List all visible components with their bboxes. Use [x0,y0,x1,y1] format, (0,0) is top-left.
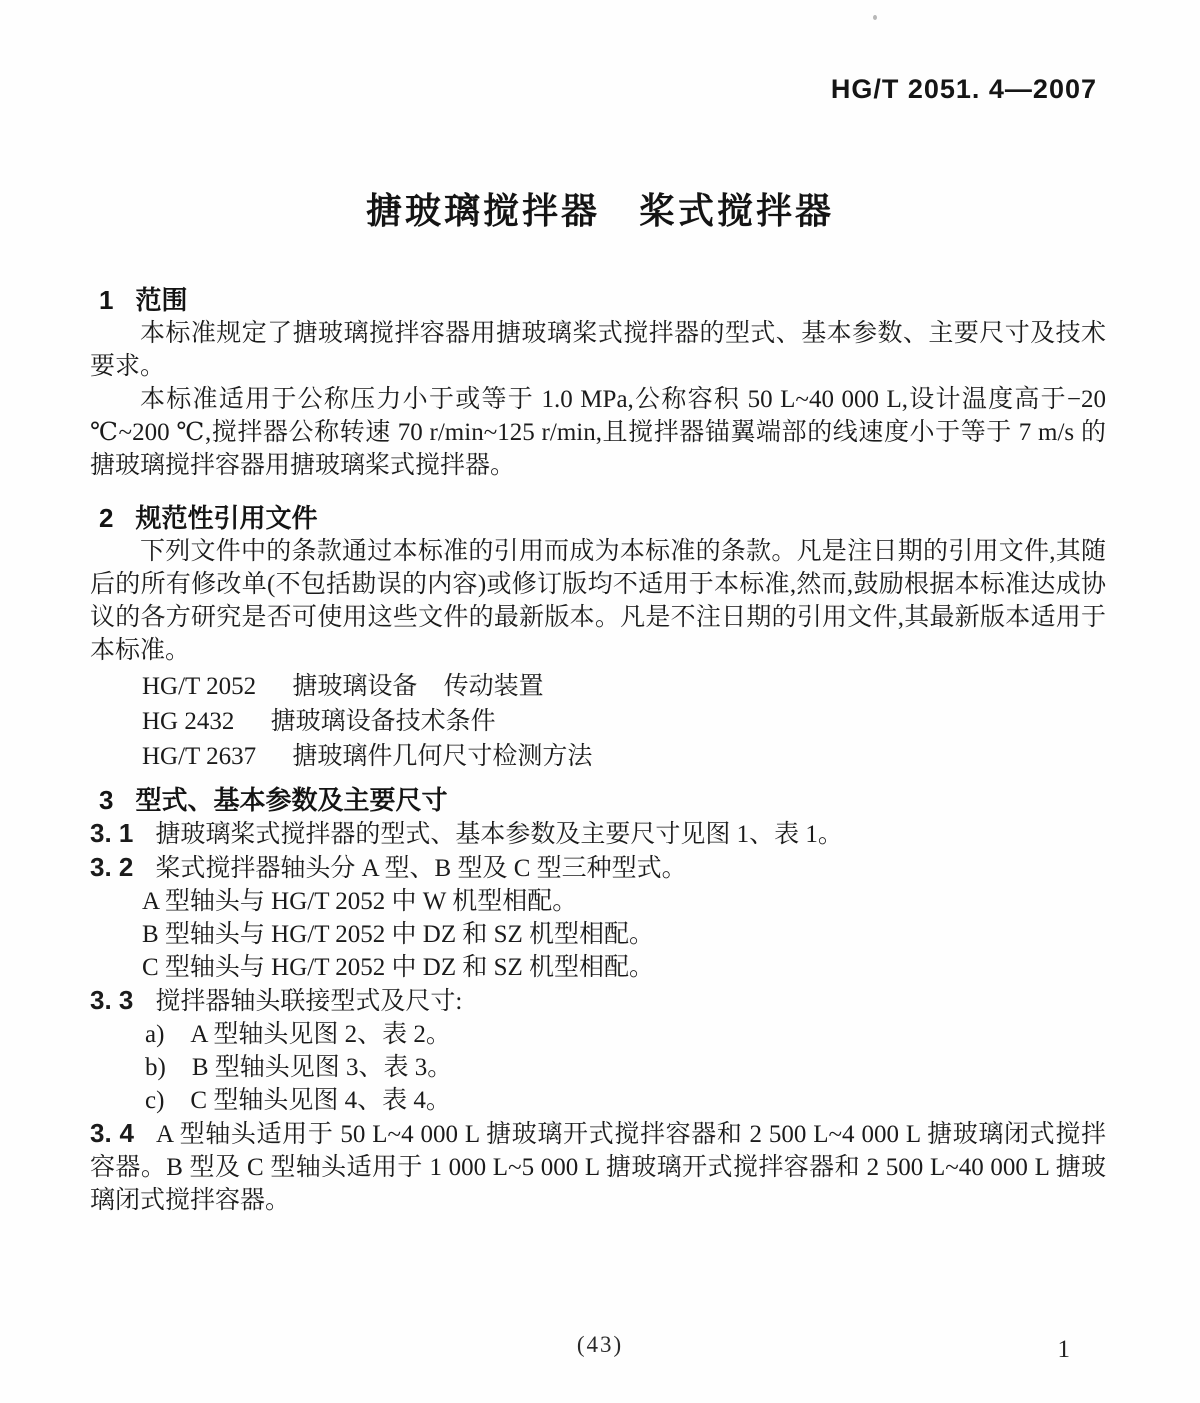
clause-3-2 [90,851,1106,885]
clause-3-1-text: 搪玻璃桨式搅拌器的型式、基本参数及主要尺寸见图 1、表 1。 [155,821,843,848]
clause-3-2-sub-a: A 型轴头与 HG/T 2052 中 W 机型相配。 [142,888,578,915]
section-3-title: 型式、基本参数及主要尺寸 [135,785,448,815]
clause-3-2-sub-c: C 型轴头与 HG/T 2052 中 DZ 和 SZ 机型相配。 [142,954,655,981]
reference-item [90,669,1106,704]
clause-3-4-text: A 型轴头适用于 50 L~4 000 L 搪玻璃开式搅拌容器和 2 500 L~4 000 L 搪玻璃闭式搅拌容器。B 型及 C 型轴头适用于 1 000 L~5 000 L 搪玻璃开式搅拌容器和 2 500 L~40 000 L 搪玻璃闭式搅拌容器。 [90,1121,1106,1214]
section-3-heading [90,784,1106,817]
reference-title: 搪玻璃设备技术条件 [270,708,496,735]
reference-list [90,669,1106,774]
list-text-a: A 型轴头见图 2、表 2。 [190,1021,451,1048]
clause-3-3-item-b [90,1051,1106,1084]
page-number: 1 [1057,1336,1070,1363]
references-intro: 下列文件中的条款通过本标准的引用而成为本标准的条款。凡是注日期的引用文件,其随后的所有修改单(不包括勘误的内容)或修订版均不适用于本标准,然而,鼓励根据本标准达成协议的各方研究是否可使用这些文件的最新版本。凡是不注日期的引用文件,其最新版本适用于本标准。 [90,538,1106,664]
reference-code: HG/T 2052 [142,673,257,700]
scope-paragraph-1: 本标准规定了搪玻璃搅拌容器用搪玻璃桨式搅拌器的型式、基本参数、主要尺寸及技术要求。 [90,320,1106,380]
list-label-a: a) [145,1021,165,1048]
section-2-heading [90,502,1106,535]
scan-speck [873,15,877,20]
standard-number: HG/T 2051. 4—2007 [830,74,1097,104]
document-title: 搪玻璃搅拌器 桨式搅拌器 [365,190,834,231]
list-text-b: B 型轴头见图 3、表 3。 [191,1054,453,1081]
clause-3-3 [90,984,1106,1018]
document-body [90,284,1106,1217]
section-2-title: 规范性引用文件 [135,503,318,533]
footer-volume-page: (43) [576,1332,624,1357]
reference-item [90,704,1106,739]
clause-3-2-text: 桨式搅拌器轴头分 A 型、B 型及 C 型三种型式。 [155,855,687,882]
clause-3-2-number: 3. 2 [90,852,134,882]
section-1-heading [90,284,1106,317]
clause-3-1-number: 3. 1 [90,818,134,848]
clause-3-3-item-a [90,1018,1106,1051]
section-1-number: 1 [99,285,114,315]
list-text-c: C 型轴头见图 4、表 4。 [190,1087,451,1114]
clause-3-2-sub-b: B 型轴头与 HG/T 2052 中 DZ 和 SZ 机型相配。 [142,921,655,948]
clause-3-3-text: 搅拌器轴头联接型式及尺寸: [155,988,463,1015]
section-1-title: 范围 [135,285,188,315]
list-label-c: c) [145,1087,165,1114]
reference-title: 搪玻璃设备 传动装置 [292,673,544,700]
reference-item [90,739,1106,774]
clause-3-1 [90,817,1106,851]
section-3-number: 3 [99,785,114,815]
list-label-b: b) [145,1054,166,1081]
reference-code: HG 2432 [142,708,235,735]
clause-3-4 [90,1117,1106,1217]
scope-paragraph-2: 本标准适用于公称压力小于或等于 1.0 MPa,公称容积 50 L~40 000 L,设计温度高于−20 ℃~200 ℃,搅拌器公称转速 70 r/min~125 r/min,且搅拌器锚翼端部的线速度小于等于 7 m/s 的搪玻璃搅拌容器用搪玻璃桨式搅拌器。 [90,386,1106,479]
clause-3-3-item-c [90,1084,1106,1117]
reference-title: 搪玻璃件几何尺寸检测方法 [292,743,593,770]
clause-3-3-number: 3. 3 [90,985,134,1015]
reference-code: HG/T 2637 [142,743,257,770]
section-2-number: 2 [99,503,114,533]
clause-3-4-number: 3. 4 [90,1118,135,1148]
